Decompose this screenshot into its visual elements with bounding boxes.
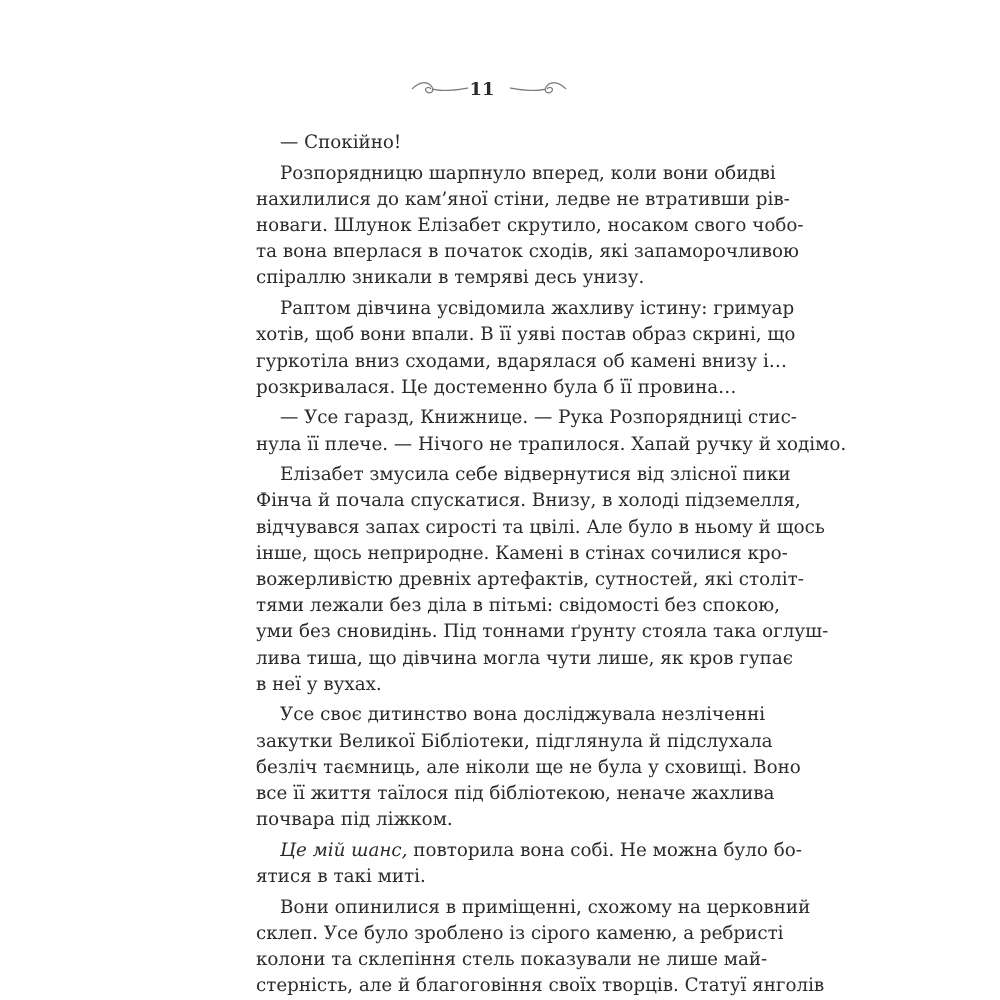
paragraph bbox=[256, 405, 847, 457]
text-line: спіраллю зникали в темряві десь унизу. bbox=[256, 267, 645, 289]
text-line: уми без сновидінь. Під тоннами ґрунту стояла така оглуш- bbox=[256, 621, 829, 643]
text-line: закутки Великої Бібліотеки, підглянула й підслухала bbox=[256, 730, 773, 752]
text-line: вожерливістю древніх артефактів, сутностей, які століт- bbox=[256, 569, 804, 590]
text-line: новаги. Шлунок Елізабет скрутило, носаком свого чобо- bbox=[256, 215, 804, 237]
text-line: Усе своє дитинство вона досліджувала незліченні bbox=[280, 704, 766, 726]
paragraph bbox=[256, 161, 804, 292]
text-line: Фінча й почала спускатися. Внизу, в холоді підземелля, bbox=[256, 490, 801, 512]
paragraph bbox=[256, 702, 801, 833]
text-line: гуркотіла вниз сходами, вдарялася об камені внизу і… bbox=[256, 350, 788, 372]
paragraph bbox=[256, 895, 825, 1000]
page-number: 11 bbox=[469, 79, 495, 100]
text-line: нахилилися до кам’яної стіни, ледве не втративши рів- bbox=[256, 188, 790, 210]
text-line: Елізабет змусила себе відвернутися від злісної пики bbox=[280, 464, 791, 486]
flourish-ornament-right-icon bbox=[508, 78, 568, 100]
text-line: нула її плече. — Нічого не трапилося. Хапай ручку й ходімо. bbox=[256, 433, 847, 455]
text-line: тями лежали без діла в пітьмі: свідомості без спокою, bbox=[256, 595, 780, 617]
text-line: — Спокійно! bbox=[280, 132, 402, 153]
text-line: Вони опинилися в приміщенні, схожому на церковний bbox=[280, 896, 811, 918]
text-line: почвара під ліжком. bbox=[256, 809, 453, 831]
text-fragment: повторила вона собі. Не можна було бо- bbox=[407, 839, 802, 861]
text-line: відчувався запах сирості та цвілі. Але було в ньому й щось bbox=[256, 516, 825, 538]
text-line: — Усе гаразд, Книжнице. — Рука Розпорядниці стис- bbox=[280, 407, 797, 429]
text-line: розкривалася. Це достеменно була б її провина… bbox=[256, 376, 737, 398]
text-line: в неї у вухах. bbox=[256, 673, 382, 695]
page-header bbox=[0, 74, 1000, 106]
text-line: Раптом дівчина усвідомила жахливу істину: гримуар bbox=[280, 298, 795, 320]
paragraph bbox=[256, 838, 802, 890]
italic-phrase: Це мій шанс, bbox=[280, 839, 408, 861]
paragraph bbox=[256, 130, 708, 156]
text-line: хотів, щоб вони впали. В її уяві постав образ скрині, що bbox=[256, 324, 796, 346]
paragraph bbox=[256, 462, 829, 698]
text-line: ятися в такі миті. bbox=[256, 866, 426, 888]
text-line: все її життя таїлося під бібліотекою, неначе жахлива bbox=[256, 783, 775, 804]
text-line: лива тиша, що дівчина могла чути лише, як кров гупає bbox=[256, 647, 793, 669]
flourish-ornament-left-icon bbox=[410, 78, 470, 100]
text-line: склеп. Усе було зроблено із сірого каменю, а ребристі bbox=[256, 922, 784, 944]
body-text bbox=[256, 130, 847, 1000]
text-line: та вона вперлася в початок сходів, які запаморочливою bbox=[256, 241, 799, 263]
text-line bbox=[256, 838, 802, 864]
text-line: стерність, але й благоговіння своїх творців. Статуї янголів bbox=[256, 975, 825, 997]
text-line: інше, щось неприродне. Камені в стінах сочилися кро- bbox=[256, 542, 788, 564]
paragraph bbox=[256, 296, 796, 401]
text-line: безліч таємниць, але ніколи ще не була у сховищі. Воно bbox=[256, 756, 801, 778]
text-line: колони та склепіння стель показували не лише май- bbox=[256, 949, 768, 971]
text-line: Розпорядницю шарпнуло вперед, коли вони обидві bbox=[280, 162, 776, 184]
